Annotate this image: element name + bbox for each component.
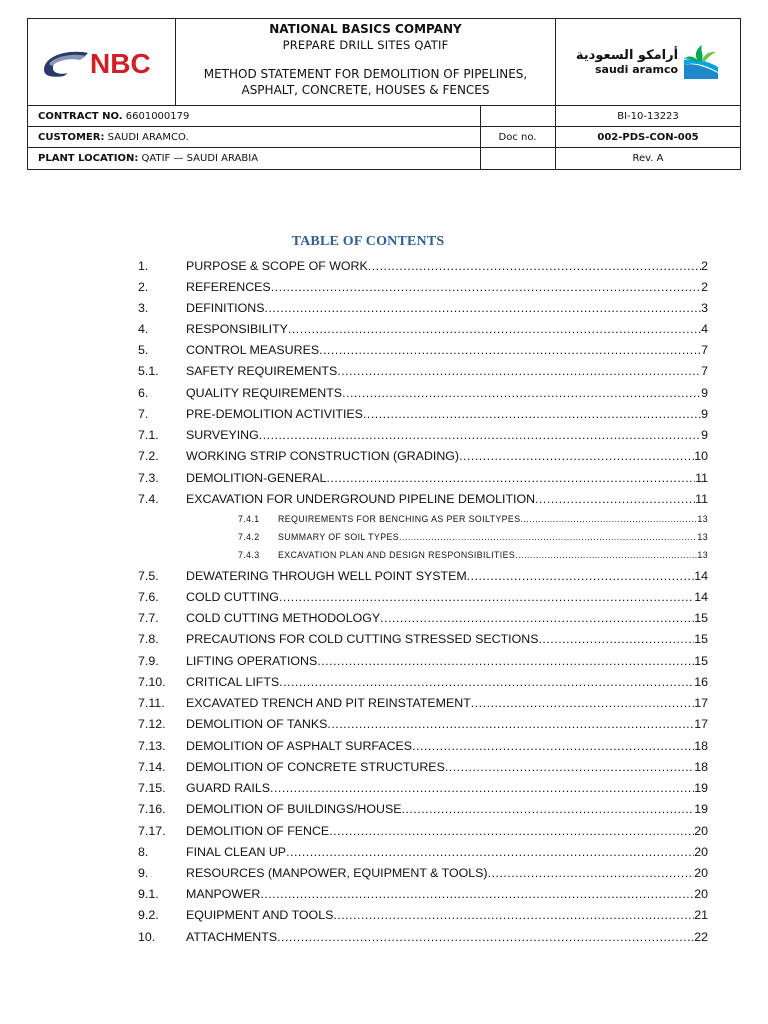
toc-entry-number: 7.1. <box>138 428 159 442</box>
company-name: NATIONAL BASICS COMPANY <box>269 22 462 36</box>
nbc-logo-text: NBC <box>89 48 151 79</box>
toc-entry[interactable] <box>0 654 708 670</box>
toc-entry-number: 7.9. <box>138 654 159 668</box>
toc-entry-line <box>186 611 708 625</box>
toc-entry-number: 7.7. <box>138 611 159 625</box>
plant-label: PLANT LOCATION: <box>38 153 139 164</box>
toc-entry[interactable] <box>0 802 708 818</box>
toc-entry[interactable] <box>0 781 708 797</box>
toc-entry-line <box>186 492 708 506</box>
toc-entry-label: FINAL CLEAN UP <box>186 845 287 859</box>
toc-entry-line <box>186 322 708 336</box>
toc-entry-label: DEMOLITION-GENERAL <box>186 471 327 485</box>
toc-entry-number: 7.6. <box>138 590 159 604</box>
customer-row <box>28 127 740 148</box>
toc-entry-page: 4 <box>701 322 708 336</box>
toc-entry-label: SURVEYING <box>186 428 259 442</box>
contract-label: CONTRACT NO. <box>38 111 123 122</box>
toc-entry-label: REFERENCES <box>186 280 271 294</box>
toc-dot-leader <box>399 532 697 542</box>
toc-entry-label: PRE-DEMOLITION ACTIVITIES <box>186 407 363 421</box>
toc-entry-number: 7.10. <box>138 675 166 689</box>
toc-entry-page: 20 <box>694 845 708 859</box>
toc-entry-line <box>186 301 708 315</box>
toc-entry-page: 13 <box>697 550 708 560</box>
toc-entry[interactable] <box>0 428 708 444</box>
toc-entry-number: 7.2. <box>138 449 159 463</box>
toc-dot-leader <box>535 492 695 506</box>
toc-entry-line <box>186 364 708 378</box>
toc-entry-line <box>186 280 708 294</box>
customer-field <box>38 132 189 143</box>
toc-entry[interactable] <box>0 386 708 402</box>
toc-entry-label: CRITICAL LIFTS <box>186 675 280 689</box>
toc-entry-label: COLD CUTTING METHODOLOGY <box>186 611 381 625</box>
toc-entry-line <box>186 343 708 357</box>
toc-entry-number: 5. <box>138 343 149 357</box>
toc-entry-number: 9.1. <box>138 887 159 901</box>
toc-dot-leader <box>271 280 701 294</box>
toc-entry-label: SAFETY REQUIREMENTS <box>186 364 338 378</box>
toc-entry-label: EXCAVATION FOR UNDERGROUND PIPELINE DEMOLITION <box>186 492 536 506</box>
toc-entry[interactable] <box>0 611 708 627</box>
toc-dot-leader <box>337 364 701 378</box>
toc-dot-leader <box>368 259 701 273</box>
toc-dot-leader <box>279 590 694 604</box>
toc-dot-leader <box>380 611 694 625</box>
toc-entry-line <box>186 866 708 880</box>
toc-dot-leader <box>326 471 695 485</box>
toc-entry-page: 3 <box>701 301 708 315</box>
toc-dot-leader <box>363 407 701 421</box>
toc-entry-page: 20 <box>694 824 708 838</box>
toc-entry-page: 11 <box>695 471 708 485</box>
toc-entry-page: 7 <box>701 343 708 357</box>
doc-no-label: Doc no. <box>498 132 537 143</box>
toc-entry-line <box>186 428 708 442</box>
toc-entry-number: 7.4. <box>138 492 159 506</box>
toc-entry-page: 2 <box>701 259 708 273</box>
toc-entry-label: DEMOLITION OF BUILDINGS/HOUSE <box>186 802 402 816</box>
toc-entry-number: 7.12. <box>138 717 166 731</box>
toc-entry-number: 1. <box>138 259 149 273</box>
nbc-logo <box>28 19 175 105</box>
toc-entry-number: 7. <box>138 407 149 421</box>
toc-entry-number: 6. <box>138 386 149 400</box>
toc-dot-leader <box>319 343 701 357</box>
method-title-line-1: METHOD STATEMENT FOR DEMOLITION OF PIPELINES, <box>203 67 528 81</box>
toc-dot-leader <box>515 550 697 560</box>
toc-subentry[interactable] <box>0 550 708 566</box>
aramco-emblem-icon <box>682 43 720 81</box>
toc-dot-leader <box>467 569 695 583</box>
toc-entry-label: ATTACHMENTS <box>186 930 278 944</box>
toc-entry[interactable] <box>0 930 708 946</box>
toc-dot-leader <box>277 930 694 944</box>
toc-entry-number: 7.5. <box>138 569 159 583</box>
toc-dot-leader <box>471 696 694 710</box>
toc-entry-label: DEFINITIONS <box>186 301 265 315</box>
toc-entry-page: 22 <box>694 930 708 944</box>
toc-entry[interactable] <box>0 824 708 840</box>
toc-entry[interactable] <box>0 301 708 317</box>
toc-dot-leader <box>260 887 694 901</box>
toc-entry-number: 7.16. <box>138 802 166 816</box>
toc-entry-number: 7.4.3 <box>238 550 260 560</box>
toc-dot-leader <box>329 824 694 838</box>
toc-entry[interactable] <box>0 739 708 755</box>
toc-dot-leader <box>333 908 694 922</box>
toc-entry[interactable] <box>0 322 708 338</box>
toc-entry-label: EXCAVATION PLAN AND DESIGN RESPONSIBILITIES <box>278 550 516 560</box>
toc-entry-page: 20 <box>694 887 708 901</box>
toc-entry-page: 15 <box>694 611 708 625</box>
toc-entry-page: 14 <box>694 590 708 604</box>
toc-entry[interactable] <box>0 569 708 585</box>
toc-subentry[interactable] <box>0 532 708 548</box>
toc-entry[interactable] <box>0 343 708 359</box>
toc-entry-line <box>186 449 708 463</box>
toc-entry-line <box>278 514 708 524</box>
toc-title: TABLE OF CONTENTS <box>291 234 445 249</box>
toc-entry-page: 14 <box>694 569 708 583</box>
toc-entry-number: 7.3. <box>138 471 159 485</box>
customer-name: SAUDI ARAMCO. <box>107 132 189 143</box>
toc-entry-number: 7.8. <box>138 632 159 646</box>
toc-entry-label: EQUIPMENT AND TOOLS <box>186 908 334 922</box>
toc-entry[interactable] <box>0 717 708 733</box>
toc-entry-page: 9 <box>701 428 708 442</box>
toc-entry-line <box>186 781 708 795</box>
toc-dot-leader <box>317 654 694 668</box>
toc-entry-label: EXCAVATED TRENCH AND PIT REINSTATEMENT <box>186 696 471 710</box>
toc-entry-label: COLD CUTTING <box>186 590 279 604</box>
aramco-arabic-text: أرامكو السعودية <box>575 48 679 63</box>
toc-entry-number: 2. <box>138 280 149 294</box>
toc-entry-page: 9 <box>701 386 708 400</box>
toc-dot-leader <box>342 386 701 400</box>
toc-dot-leader <box>288 322 701 336</box>
toc-dot-leader <box>538 632 694 646</box>
plant-location: QATIF — SAUDI ARABIA <box>141 153 259 164</box>
toc-subentry[interactable] <box>0 514 708 530</box>
toc-entry-line <box>186 845 708 859</box>
toc-entry-line <box>186 259 708 273</box>
toc-entry[interactable] <box>0 866 708 882</box>
toc-entry-label: RESPONSIBILITY <box>186 322 288 336</box>
toc-entry-label: LIFTING OPERATIONS <box>186 654 318 668</box>
toc-entry-page: 18 <box>694 760 708 774</box>
toc-entry-line <box>186 407 708 421</box>
toc-entry-label: CONTROL MEASURES <box>186 343 320 357</box>
toc-entry[interactable] <box>0 632 708 648</box>
toc-entry-page: 19 <box>694 802 708 816</box>
toc-entry-label: PURPOSE & SCOPE OF WORK <box>186 259 368 273</box>
toc-entry[interactable] <box>0 280 708 296</box>
toc-entry-label: MANPOWER <box>186 887 261 901</box>
toc-entry-line <box>186 569 708 583</box>
saudi-aramco-logo <box>556 19 740 105</box>
toc-entry-line <box>186 887 708 901</box>
toc-entry-page: 2 <box>701 280 708 294</box>
aramco-logo-text: saudi aramco <box>594 63 679 76</box>
toc-entry[interactable] <box>0 471 708 487</box>
toc-entry-label: DEMOLITION OF FENCE <box>186 824 330 838</box>
toc-entry[interactable] <box>0 908 708 924</box>
toc-entry-number: 7.13. <box>138 739 166 753</box>
toc-entry-line <box>186 590 708 604</box>
toc-dot-leader <box>402 802 695 816</box>
toc-entry-number: 7.4.2 <box>238 532 260 542</box>
toc-entry-label: PRECAUTIONS FOR COLD CUTTING STRESSED SECTIONS <box>186 632 539 646</box>
title-block <box>176 19 555 105</box>
toc-entry[interactable] <box>0 845 708 861</box>
toc-entry-page: 10 <box>694 449 708 463</box>
toc-entry[interactable] <box>0 259 708 275</box>
toc-entry[interactable] <box>0 887 708 903</box>
method-title-line-2: ASPHALT, CONCRETE, HOUSES & FENCES <box>241 83 490 97</box>
nbc-logo-mark <box>40 45 164 79</box>
toc-entry[interactable] <box>0 675 708 691</box>
toc-entry-line <box>186 471 708 485</box>
toc-entry-line <box>186 930 708 944</box>
toc-dot-leader <box>445 760 694 774</box>
toc-entry-line <box>186 654 708 668</box>
toc-entry-number: 8. <box>138 845 149 859</box>
toc-entry-line <box>186 908 708 922</box>
toc-entry-line <box>186 696 708 710</box>
toc-dot-leader <box>286 845 694 859</box>
toc-entry[interactable] <box>0 492 708 508</box>
toc-entry-page: 17 <box>694 717 708 731</box>
toc-entry-page: 15 <box>694 654 708 668</box>
toc-entry-number: 10. <box>138 930 156 944</box>
contract-field <box>38 111 189 122</box>
toc-dot-leader <box>259 428 701 442</box>
toc-dot-leader <box>327 717 694 731</box>
toc-entry[interactable] <box>0 696 708 712</box>
contract-row <box>28 106 740 127</box>
toc-entry-line <box>186 760 708 774</box>
toc-entry-label: DEMOLITION OF CONCRETE STRUCTURES <box>186 760 445 774</box>
toc-entry-page: 16 <box>694 675 708 689</box>
toc-entry-line <box>186 632 708 646</box>
revision: Rev. A <box>632 153 664 164</box>
toc-dot-leader <box>520 514 697 524</box>
method-statement-title <box>176 66 555 98</box>
toc-entry-number: 4. <box>138 322 149 336</box>
toc-entry[interactable] <box>0 364 708 380</box>
toc-entry-line <box>186 386 708 400</box>
toc-entry-number: 9. <box>138 866 149 880</box>
toc-entry-page: 9 <box>701 407 708 421</box>
toc-dot-leader <box>412 739 694 753</box>
toc-entry-number: 9.2. <box>138 908 159 922</box>
document-header <box>27 18 741 170</box>
toc-entry-line <box>186 739 708 753</box>
toc-entry-label: GUARD RAILS <box>186 781 270 795</box>
toc-entry-line <box>186 717 708 731</box>
toc-entry-page: 13 <box>697 514 708 524</box>
toc-entry-label: WORKING STRIP CONSTRUCTION (GRADING) <box>186 449 460 463</box>
toc-entry-number: 5.1. <box>138 364 159 378</box>
toc-entry-page: 7 <box>701 364 708 378</box>
toc-entry-page: 15 <box>694 632 708 646</box>
toc-entry-page: 13 <box>697 532 708 542</box>
toc-dot-leader <box>459 449 694 463</box>
toc-entry-label: DEMOLITION OF ASPHALT SURFACES <box>186 739 413 753</box>
toc-entry-label: REQUIREMENTS FOR BENCHING AS PER SOILTYPES <box>278 514 521 524</box>
toc-entry-label: RESOURCES (MANPOWER, EQUIPMENT & TOOLS) <box>186 866 488 880</box>
toc-entry-number: 7.4.1 <box>238 514 260 524</box>
toc-dot-leader <box>270 781 694 795</box>
contract-number: 6601000179 <box>125 111 190 122</box>
toc-entry-number: 7.17. <box>138 824 166 838</box>
customer-label: CUSTOMER: <box>38 132 105 143</box>
plant-row <box>28 148 740 169</box>
doc-number: 002-PDS-CON-005 <box>597 132 699 143</box>
toc-entry-label: QUALITY REQUIREMENTS <box>186 386 343 400</box>
toc-dot-leader <box>264 301 701 315</box>
toc-entry-page: 18 <box>694 739 708 753</box>
toc-entry-label: SUMMARY OF SOIL TYPES <box>278 532 399 542</box>
toc-entry-page: 11 <box>695 492 708 506</box>
toc-entry-number: 7.15. <box>138 781 166 795</box>
toc-entry-number: 7.11. <box>138 696 165 710</box>
toc-entry-label: DEWATERING THROUGH WELL POINT SYSTEM <box>186 569 467 583</box>
toc-entry-number: 7.14. <box>138 760 166 774</box>
toc-entry-page: 21 <box>694 908 708 922</box>
toc-entry-line <box>186 675 708 689</box>
toc-entry-page: 20 <box>694 866 708 880</box>
toc-entry[interactable] <box>0 407 708 423</box>
toc-entry-line <box>186 824 708 838</box>
toc-entry[interactable] <box>0 760 708 776</box>
toc-entry-line <box>278 550 708 560</box>
toc-entry[interactable] <box>0 449 708 465</box>
toc-entry-line <box>186 802 708 816</box>
contract-reference: BI-10-13223 <box>617 111 679 122</box>
toc-dot-leader <box>488 866 695 880</box>
project-name: PREPARE DRILL SITES QATIF <box>282 38 449 52</box>
toc-entry-page: 17 <box>694 696 708 710</box>
toc-entry-number: 3. <box>138 301 149 315</box>
toc-entry-page: 19 <box>694 781 708 795</box>
toc-entry-line <box>278 532 708 542</box>
plant-field <box>38 153 258 164</box>
toc-entry-label: DEMOLITION OF TANKS <box>186 717 328 731</box>
toc-dot-leader <box>279 675 694 689</box>
toc-entry[interactable] <box>0 590 708 606</box>
